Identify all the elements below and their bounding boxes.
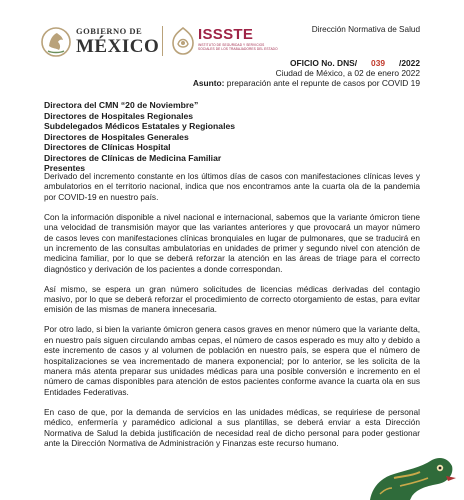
eagle-emblem-icon	[40, 24, 72, 60]
asunto-label: Asunto:	[192, 78, 225, 88]
direccion-normativa-label: Dirección Normativa de Salud	[311, 25, 420, 34]
oficio-meta	[140, 58, 420, 88]
logo-divider	[162, 26, 163, 56]
gobierno-main-text: MÉXICO	[76, 36, 160, 57]
recipient-presentes: Presentes	[44, 163, 86, 173]
oficio-label: OFICIO No. DNS/	[290, 58, 358, 68]
issste-name: ISSSTE	[198, 26, 254, 43]
gobierno-mexico-logo	[40, 22, 160, 62]
recipient-line: Directores de Clínicas Hospital	[44, 142, 171, 152]
recipients-block	[44, 100, 424, 174]
serpent-decoration-icon	[340, 448, 458, 500]
asunto-text: preparación ante el repunte de casos por COVID 19	[224, 78, 420, 88]
recipient-line: Subdelegados Médicos Estatales y Regionales	[44, 121, 236, 131]
body-paragraph: Derivado del incremento constante en los últimos días de casos con manifestaciones clínicas leves y ambulatorios en el territorio nacional, indica que nos encontramos ante la cuarta ola de la pandemia por COVID-19 en nuestro país.	[44, 171, 420, 202]
recipient-line: Directores de Hospitales Regionales	[44, 110, 194, 121]
issste-subtitle: INSTITUTO DE SEGURIDAD Y SERVICIOS SOCIALES DE LOS TRABAJADORES DEL ESTADO	[198, 43, 278, 51]
recipient-line: Directora del CMN “20 de Noviembre”	[44, 100, 199, 110]
body-paragraph: Con la información disponible a nivel nacional e internacional, sabemos que la variante ómicron tiene una velocidad de transmisión mayor que las variantes anteriores y que provocará un mayor número de casos leves con manifestaciones clínicas bronquiales en lugar de pulmonares, que se traducirá en un incremento de las consultas ambulatorias en unidades de primer y segundo nivel con atención de medicina familiar, por lo que se deberá reforzar la atención en las áreas de triage para el correcto diagnóstico y derivación de los pacientes a donde correspondan.	[44, 211, 420, 274]
body-paragraph: En caso de que, por la demanda de servicios en las unidades médicas, se requiriese de personal médico, enfermería y paramédico adicional a sus plantillas, se deberá enviar a esta Dirección Normativa de Salud la debida justificación de necesidad real de dicho personal para poder gestionar ante la Dirección Normativa de Administración y Finanzas este recurso humano.	[44, 406, 420, 448]
recipient-line: Directores de Clínicas de Medicina Familiar	[44, 152, 222, 163]
oficio-number: 039	[371, 58, 386, 68]
lugar-fecha: Ciudad de México, a 02 de enero 2022	[275, 68, 420, 78]
body-paragraph: Así mismo, se espera un gran número solicitudes de licencias médicas derivadas del contagio masivo, por lo que se deberá reforzar el procedimiento de correcto otorgamiento de estas, para evitar emisión de las mismas de manera innecesaria.	[44, 283, 420, 315]
gobierno-top-text: GOBIERNO DE	[76, 26, 143, 36]
oficio-year: /2022	[399, 58, 420, 68]
issste-logo	[170, 24, 278, 60]
issste-emblem-icon	[170, 26, 196, 56]
body-paragraph: Por otro lado, si bien la variante ómicron genera casos graves en menor número que la variante delta, en nuestro país siguen circulando ambas cepas, el número de casos esperado es muy alto y debido a este incremento de casos y al volumen de población en nuestro país, se espera que el número de hospitalizaciones se vea incrementado de manera exponencial; por lo anterior, se les solicita de la manera más atenta preparar sus unidades médicas para una posible conversión e incremento en el número de camas disponibles para atención de estos pacientes conforme avance la cuarta ola en sus Entidades Federativas.	[44, 324, 420, 397]
letter-body	[44, 171, 420, 458]
recipient-line: Directores de Hospitales Generales	[44, 131, 189, 142]
